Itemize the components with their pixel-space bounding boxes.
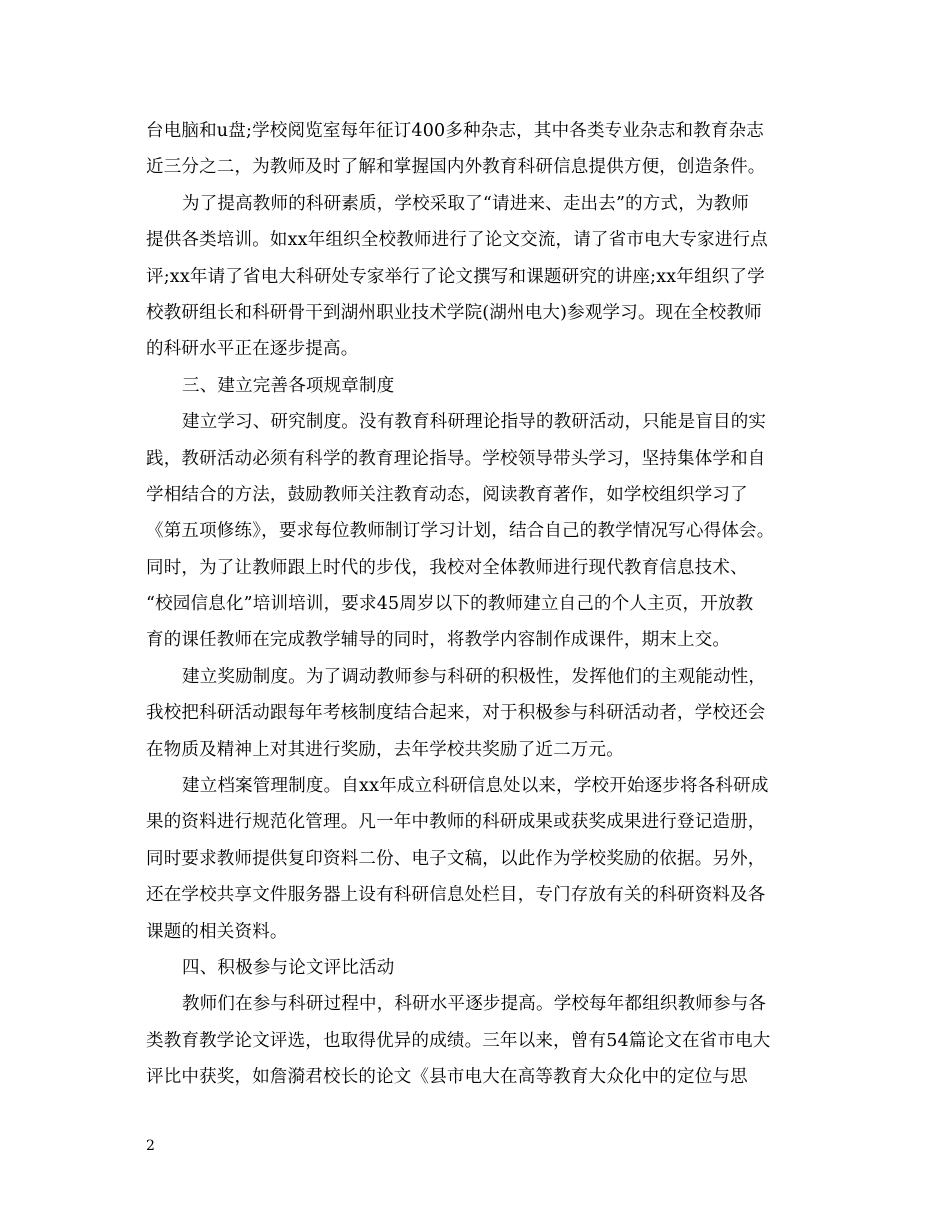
text-line: 还在学校共享文件服务器上设有科研信息处栏目，专门存放有关的科研资料及各 — [146, 885, 766, 906]
paragraph-continuation — [146, 113, 816, 186]
page-number: 2 — [146, 1138, 155, 1154]
text-line: 建立奖励制度。为了调动教师参与科研的积极性，发挥他们的主观能动性， — [182, 666, 767, 687]
section-heading: 四、积极参与论文评比活动 — [182, 957, 395, 978]
text-line: 同时，为了让教师跟上时代的步伐，我校对全体教师进行现代教育信息技术、 — [146, 557, 748, 578]
text-line: 同时要求教师提供复印资料二份、电子文稿，以此作为学校奖励的依据。另外， — [146, 848, 766, 869]
paragraph-archive-system — [146, 768, 816, 950]
text-line: 在物质及精神上对其进行奖励，去年学校共奖励了近二万元。 — [146, 739, 624, 760]
text-line: 近三分之二，为教师及时了解和掌握国内外教育科研信息提供方便，创造条件。 — [146, 157, 766, 178]
paragraph-reward-system — [146, 659, 816, 768]
text-line: 评;xx年请了省电大科研处专家举行了论文撰写和课题研究的讲座;xx年组织了学 — [146, 266, 765, 287]
text-line: 建立学习、研究制度。没有教育科研理论指导的教研活动，只能是盲目的实 — [182, 412, 767, 433]
paragraph-study-system — [146, 404, 816, 659]
section-heading-3 — [146, 368, 816, 404]
text-line: 的科研水平正在逐步提高。 — [146, 339, 359, 360]
paragraph-training — [146, 186, 816, 368]
text-line: 《第五项修练》，要求每位教师制订学习计划，结合自己的教学情况写心得体会。 — [146, 521, 775, 542]
section-heading-4 — [146, 950, 816, 986]
text-line: “校园信息化”培训培训，要求45周岁以下的教师建立自己的个人主页，开放教 — [146, 594, 754, 615]
paragraph-paper-contest — [146, 986, 816, 1095]
text-line: 为了提高教师的科研素质，学校采取了“请进来、走出去”的方式，为教师 — [182, 193, 749, 214]
section-heading: 三、建立完善各项规章制度 — [182, 375, 395, 396]
text-line: 评比中获奖，如詹漪君校长的论文《县市电大在高等教育大众化中的定位与思 — [146, 1067, 748, 1088]
text-line: 果的资料进行规范化管理。凡一年中教师的科研成果或获奖成果进行登记造册， — [146, 812, 766, 833]
text-line: 校教研组长和科研骨干到湖州职业技术学院(湖州电大)参观学习。现在全校教师 — [146, 302, 762, 323]
text-line: 践，教研活动必须有科学的教育理论指导。学校领导带头学习，坚持集体学和自 — [146, 448, 766, 469]
text-line: 类教育教学论文评选，也取得优异的成绩。三年以来，曾有54篇论文在省市电大 — [146, 1030, 771, 1051]
document-body — [146, 113, 816, 1096]
text-line: 育的课任教师在完成教学辅导的同时，将教学内容制作成课件，期末上交。 — [146, 630, 731, 651]
text-line: 课题的相关资料。 — [146, 921, 288, 942]
text-line: 提供各类培训。如xx年组织全校教师进行了论文交流，请了省市电大专家进行点 — [146, 230, 768, 251]
text-line: 建立档案管理制度。自xx年成立科研信息处以来，学校开始逐步将各科研成 — [182, 776, 769, 797]
text-line: 教师们在参与科研过程中，科研水平逐步提高。学校每年都组织教师参与各 — [182, 994, 767, 1015]
text-line: 学相结合的方法，鼓励教师关注教育动态，阅读教育著作，如学校组织学习了 — [146, 484, 748, 505]
text-line: 我校把科研活动跟每年考核制度结合起来，对于积极参与科研活动者，学校还会 — [146, 703, 766, 724]
text-line: 台电脑和u盘;学校阅览室每年征订400多种杂志，其中各类专业杂志和教育杂志 — [146, 121, 764, 141]
